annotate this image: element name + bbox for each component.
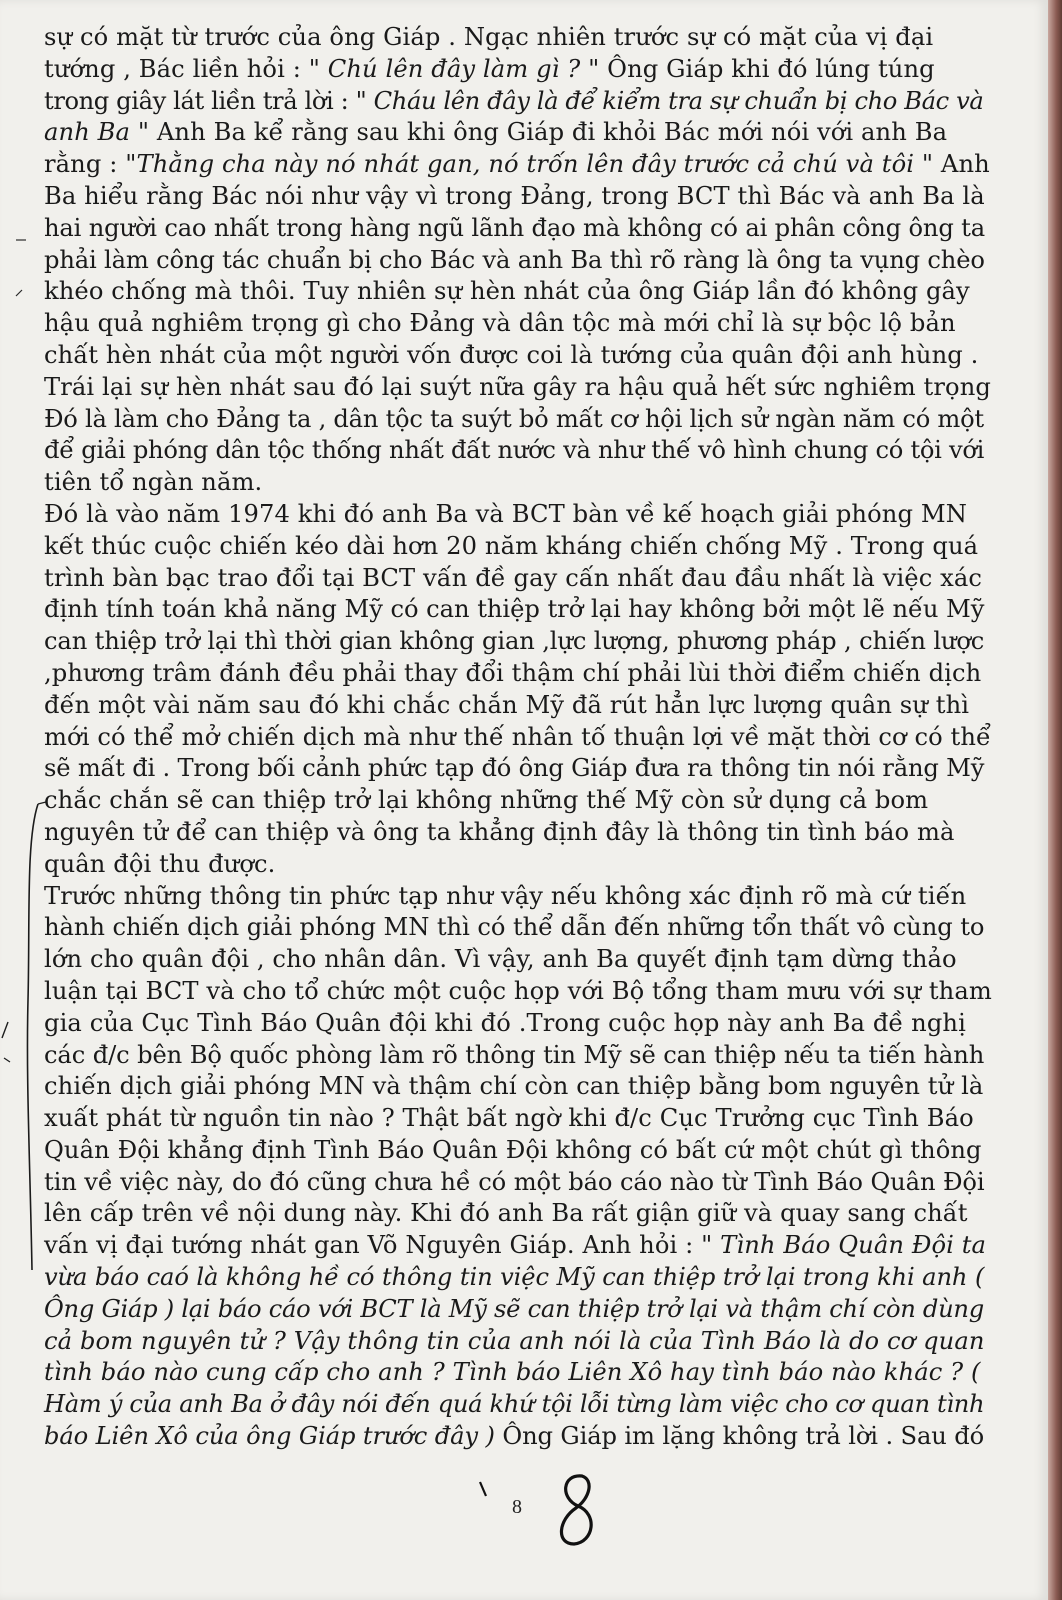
text-segment: " Anh Ba kể rằng sau khi ông Giáp đi khỏi Bác mới nói với anh Ba [130, 118, 948, 147]
text-line [44, 54, 992, 86]
text-segment: Ông Giáp im lặng không trả lời . Sau đó [494, 1422, 985, 1451]
text-segment: " Anh [914, 150, 990, 179]
text-line [44, 976, 992, 1008]
italic-quote-segment: Tình Báo Quân Đội ta [720, 1231, 987, 1260]
text-segment: luận tại BCT và cho tổ chức một cuộc họp với Bộ tổng tham mưu với sự tham [44, 976, 992, 1005]
text-segment: mới có thể mở chiến dịch mà như thế nhân tố thuận lợi về mặt thời cơ có thể [44, 722, 992, 751]
text-segment: tiên tổ ngàn năm. [44, 468, 263, 497]
italic-quote-segment: Ông Giáp ) lại báo cáo với BCT là Mỹ sẽ can thiệp trở lại và thậm chí còn dùng [44, 1294, 984, 1323]
handwritten-margin-tick [0, 1018, 30, 1078]
text-line [44, 1135, 992, 1167]
margin-dot-marks [12, 230, 32, 300]
text-line [44, 22, 992, 54]
text-line [44, 213, 992, 245]
italic-quote-segment: cả bom nguyên tử ? Vậy thông tin của anh nói là của Tình Báo là do cơ quan [44, 1326, 985, 1355]
text-line [44, 245, 992, 277]
text-line [44, 372, 992, 404]
text-line [44, 1230, 992, 1262]
text-line [44, 1167, 992, 1199]
text-line [44, 1040, 992, 1072]
text-segment: lên cấp trên về nội dung này. Khi đó anh Ba rất giận giữ và quay sang chất [44, 1199, 968, 1228]
text-line [44, 435, 992, 467]
text-segment: chất hèn nhát của một người vốn được coi là tướng của quân đội anh hùng . [44, 340, 979, 369]
text-line [44, 1008, 992, 1040]
text-line [44, 849, 992, 881]
italic-quote-segment: Hàm ý của anh Ba ở đây nói đến quá khứ tội lỗi từng làm việc cho cơ quan tình [44, 1390, 985, 1419]
text-segment: tướng , Bác liền hỏi : " [44, 54, 328, 83]
text-segment: Đó là làm cho Đảng ta , dân tộc ta suýt bỏ mất cơ hội lịch sử ngàn năm có một [44, 404, 984, 433]
text-segment: sẽ mất đi . Trong bối cảnh phức tạp đó ông Giáp đưa ra thông tin nói rằng Mỹ [44, 754, 985, 783]
printed-page-number: 8 [512, 1496, 522, 1518]
handwritten-page-number-eight [552, 1470, 602, 1550]
text-line [44, 722, 992, 754]
text-segment: trong giây lát liền trả lời : " [44, 86, 374, 115]
text-line [44, 563, 992, 595]
italic-quote-segment: Cháu lên đây là để kiểm tra sự chuẩn bị cho Bác và [373, 86, 984, 115]
ink-speck [474, 1478, 494, 1500]
text-line [44, 912, 992, 944]
text-segment: ,phương trâm đánh đều phải thay đổi thậm chí phải lùi thời điểm chiến dịch [44, 658, 982, 687]
text-line [44, 944, 992, 976]
text-segment: định tính toán khả năng Mỹ có can thiệp trở lại hay không bởi một lẽ nếu Mỹ [44, 595, 985, 624]
document-body-text [44, 22, 992, 1453]
italic-quote-segment: báo Liên Xô của ông Giáp trước đây ) [44, 1422, 495, 1451]
text-line [44, 785, 992, 817]
text-segment: đến một vài năm sau đó khi chắc chắn Mỹ đã rút hẳn lực lượng quân sự thì [44, 690, 970, 719]
text-segment: vấn vị đại tướng nhát gan Võ Nguyên Giáp. Anh hỏi : " [44, 1231, 721, 1260]
text-segment: rằng : " [44, 150, 137, 179]
text-segment: tin về việc này, do đó cũng chưa hề có một báo cáo nào từ Tình Báo Quân Đội [44, 1167, 985, 1196]
text-line [44, 690, 992, 722]
page-edge-background [1048, 0, 1062, 1600]
text-line [44, 1198, 992, 1230]
text-line [44, 1357, 992, 1389]
text-line [44, 531, 992, 563]
text-segment: lớn cho quân đội , cho nhân dân. Vì vậy, anh Ba quyết định tạm dừng thảo [44, 945, 957, 974]
text-segment: nguyên tử để can thiệp và ông ta khẳng định đây là thông tin tình báo mà [44, 817, 955, 846]
text-segment: kết thúc cuộc chiến kéo dài hơn 20 năm kháng chiến chống Mỹ . Trong quá [44, 531, 979, 560]
text-segment: Ba hiểu rằng Bác nói như vậy vì trong Đảng, trong BCT thì Bác và anh Ba là [44, 181, 985, 210]
text-line [44, 594, 992, 626]
text-line [44, 1103, 992, 1135]
text-segment: sự có mặt từ trước của ông Giáp . Ngạc nhiên trước sự có mặt của vị đại [44, 23, 934, 51]
text-line [44, 467, 992, 499]
text-line [44, 117, 992, 149]
text-line [44, 499, 992, 531]
text-segment: gia của Cục Tình Báo Quân đội khi đó .Trong cuộc họp này anh Ba đề nghị [44, 1008, 966, 1037]
text-segment: " Ông Giáp khi đó lúng túng [580, 54, 935, 83]
text-segment: Trái lại sự hèn nhát sau đó lại suýt nữa gây ra hậu quả hết sức nghiêm trọng [44, 372, 991, 401]
text-line [44, 308, 992, 340]
text-line [44, 881, 992, 913]
text-line [44, 340, 992, 372]
italic-quote-segment: Thằng cha này nó nhát gan, nó trốn lên đây trước cả chú và tôi [136, 150, 915, 179]
text-segment: can thiệp trở lại thì thời gian không gian ,lực lượng, phương pháp , chiến lược [44, 627, 985, 656]
text-segment: các đ/c bên Bộ quốc phòng làm rõ thông tin Mỹ sẽ can thiệp nếu ta tiến hành [44, 1040, 985, 1069]
text-line [44, 1421, 992, 1453]
text-segment: hai người cao nhất trong hàng ngũ lãnh đạo mà không có ai phân công ông ta [44, 213, 985, 242]
text-segment: hậu quả nghiêm trọng gì cho Đảng và dân tộc mà mới chỉ là sự bộc lộ bản [44, 309, 956, 338]
text-segment: quân đội thu được. [44, 849, 276, 878]
text-line [44, 86, 992, 118]
text-line [44, 817, 992, 849]
text-segment: trình bàn bạc trao đổi tại BCT vấn đề gay cấn nhất đau đầu nhất là việc xác [44, 563, 983, 592]
text-line [44, 276, 992, 308]
text-segment: chiến dịch giải phóng MN và thậm chí còn can thiệp bằng bom nguyên tử là [44, 1072, 984, 1101]
text-line [44, 658, 992, 690]
text-line [44, 626, 992, 658]
text-line [44, 404, 992, 436]
text-segment: hành chiến dịch giải phóng MN thì có thể dẫn đến những tổn thất vô cùng to [44, 913, 985, 942]
text-line [44, 1294, 992, 1326]
text-line [44, 753, 992, 785]
text-line [44, 149, 992, 181]
italic-quote-segment: vừa báo caó là không hề có thông tin việc Mỹ can thiệp trở lại trong khi anh ( [44, 1263, 985, 1292]
text-segment: xuất phát từ nguồn tin nào ? Thật bất ngờ khi đ/c Cục Trưởng cục Tình Báo [44, 1104, 974, 1133]
text-line [44, 1389, 992, 1421]
text-segment: Quân Đội khẳng định Tình Báo Quân Đội không có bất cứ một chút gì thông [44, 1135, 982, 1164]
text-line [44, 1262, 992, 1294]
text-line [44, 1071, 992, 1103]
text-segment: Đó là vào năm 1974 khi đó anh Ba và BCT bàn về kế hoạch giải phóng MN [44, 499, 967, 528]
text-line [44, 181, 992, 213]
italic-quote-segment: tình báo nào cung cấp cho anh ? Tình báo Liên Xô hay tình báo nào khác ? ( [44, 1358, 981, 1387]
text-line [44, 1326, 992, 1358]
text-segment: Trước những thông tin phức tạp như vậy nếu không xác định rõ mà cứ tiến [44, 881, 967, 910]
text-segment: chắc chắn sẽ can thiệp trở lại không những thế Mỹ còn sử dụng cả bom [44, 786, 929, 815]
italic-quote-segment: Chú lên đây làm gì ? [327, 54, 581, 83]
text-segment: để giải phóng dân tộc thống nhất đất nước và như thế vô hình chung có tội với [44, 436, 985, 465]
italic-quote-segment: anh Ba [44, 118, 131, 147]
text-segment: khéo chống mà thôi. Tuy nhiên sự hèn nhát của ông Giáp lần đó không gây [44, 277, 970, 306]
text-segment: phải làm công tác chuẩn bị cho Bác và anh Ba thì rõ ràng là ông ta vụng chèo [44, 245, 985, 274]
